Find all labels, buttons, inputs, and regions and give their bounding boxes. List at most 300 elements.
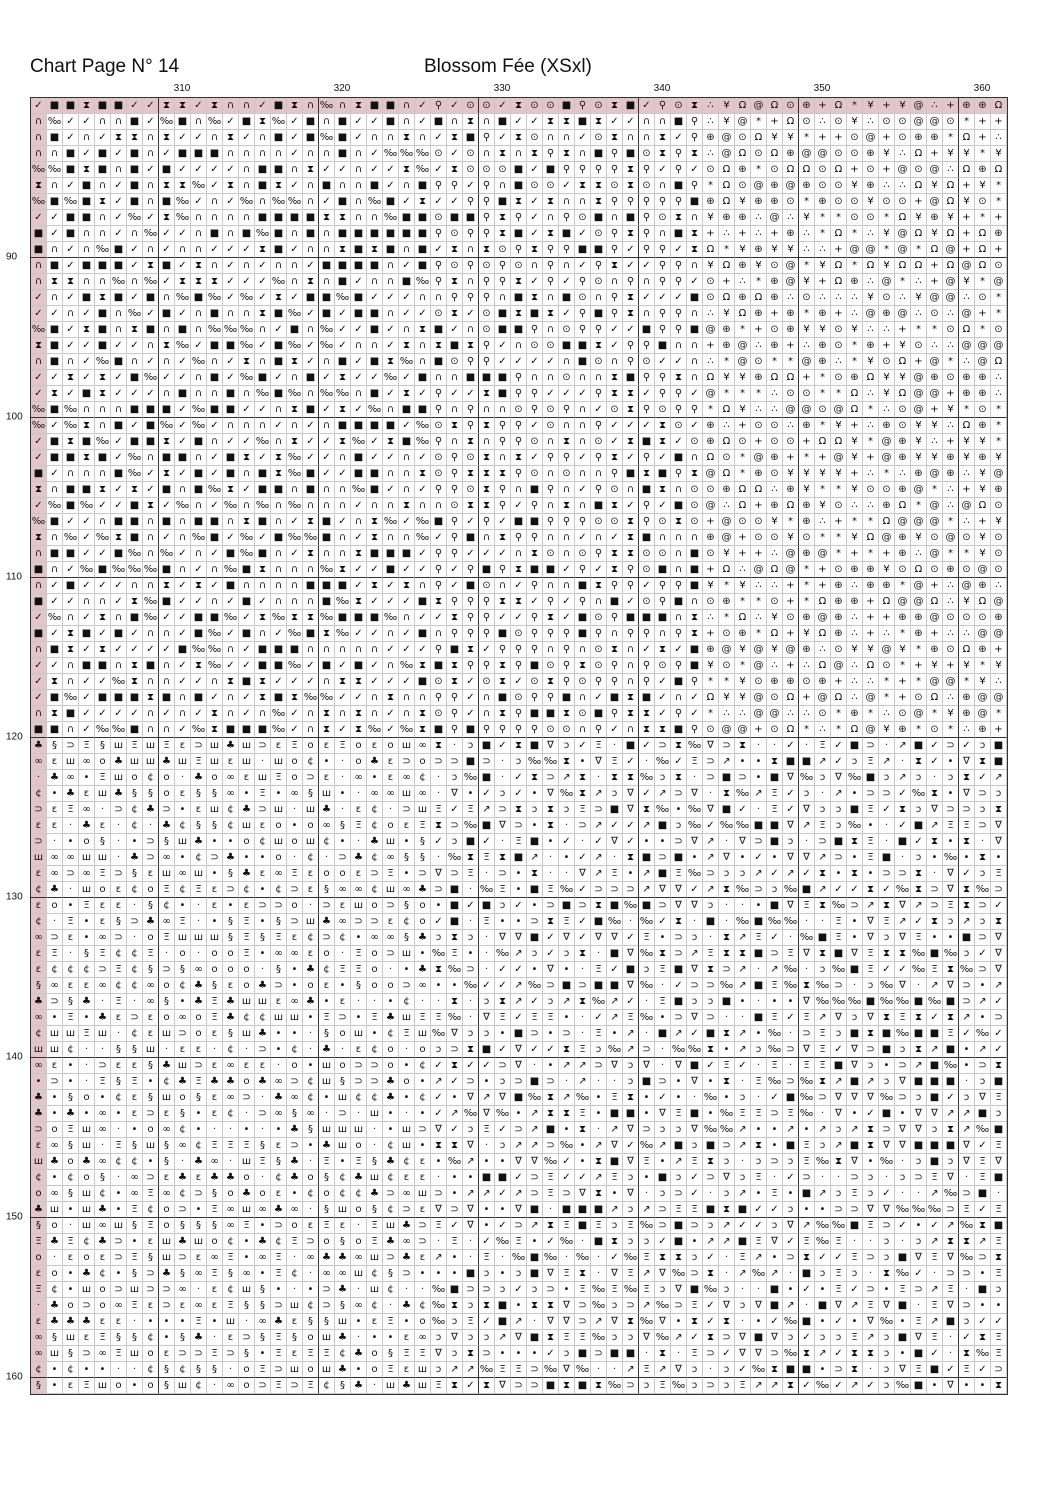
stitch-cell: ■ — [95, 450, 111, 466]
stitch-cell: ✓ — [559, 562, 575, 578]
stitch-cell: ∞ — [63, 850, 79, 866]
stitch-cell: ↗ — [655, 1362, 671, 1378]
stitch-cell: ✓ — [575, 930, 591, 946]
stitch-cell: ⊃ — [575, 1314, 591, 1330]
stitch-cell: ɔ — [623, 1074, 639, 1090]
stitch-cell: ∩ — [79, 274, 95, 290]
stitch-cell: ■ — [127, 722, 143, 738]
stitch-cell: ∇ — [895, 1362, 911, 1378]
stitch-cell: ¢ — [223, 802, 239, 818]
stitch-cell: ✓ — [303, 338, 319, 354]
stitch-cell: ✓ — [543, 1234, 559, 1250]
stitch-cell: ∞ — [223, 1202, 239, 1218]
stitch-cell: ⊃ — [863, 786, 879, 802]
stitch-cell: ⧗ — [383, 434, 399, 450]
stitch-cell: ∇ — [671, 1362, 687, 1378]
stitch-cell: ✓ — [911, 834, 927, 850]
stitch-cell: * — [911, 642, 927, 658]
stitch-cell: ∞ — [255, 1314, 271, 1330]
stitch-cell: ⊙ — [959, 562, 975, 578]
stitch-cell: ∇ — [511, 1058, 527, 1074]
stitch-cell: ■ — [351, 610, 367, 626]
stitch-cell: ✓ — [447, 802, 463, 818]
stitch-cell: ✓ — [383, 290, 399, 306]
stitch-cell: ⧗ — [175, 274, 191, 290]
stitch-cell: ¢ — [223, 1106, 239, 1122]
stitch-cell: ■ — [111, 546, 127, 562]
stitch-cell: ∇ — [687, 834, 703, 850]
stitch-cell: ⧗ — [991, 1250, 1007, 1266]
stitch-cell: ↗ — [511, 1314, 527, 1330]
stitch-cell: * — [991, 402, 1007, 418]
stitch-cell: • — [959, 1378, 975, 1394]
stitch-cell: ⧗ — [543, 194, 559, 210]
stitch-cell: ‰ — [415, 162, 431, 178]
stitch-cell: ■ — [367, 226, 383, 242]
stitch-cell: ш — [175, 754, 191, 770]
stitch-cell: ✓ — [335, 322, 351, 338]
stitch-cell: ¥ — [975, 434, 991, 450]
stitch-cell: * — [879, 674, 895, 690]
stitch-cell: Ω — [975, 258, 991, 274]
stitch-cell: ε — [31, 946, 47, 962]
stitch-cell: ε — [399, 1330, 415, 1346]
stitch-cell: ⊕ — [847, 274, 863, 290]
stitch-cell: ■ — [191, 466, 207, 482]
stitch-cell: · — [335, 946, 351, 962]
stitch-cell: Ξ — [991, 1266, 1007, 1282]
stitch-cell: + — [959, 482, 975, 498]
stitch-cell: ⊃ — [479, 754, 495, 770]
stitch-cell: * — [735, 658, 751, 674]
stitch-cell: ‰ — [351, 434, 367, 450]
stitch-cell: ∇ — [879, 1298, 895, 1314]
stitch-cell: ш — [239, 1154, 255, 1170]
stitch-cell: ∴ — [911, 546, 927, 562]
stitch-cell: o — [287, 770, 303, 786]
stitch-cell: Ξ — [319, 1218, 335, 1234]
stitch-cell: ¢ — [351, 1090, 367, 1106]
stitch-cell: ♣ — [191, 978, 207, 994]
stitch-cell: ¢ — [415, 1090, 431, 1106]
stitch-cell: ■ — [175, 114, 191, 130]
stitch-cell: ∩ — [639, 130, 655, 146]
stitch-cell: ⧗ — [63, 274, 79, 290]
stitch-cell: ∩ — [543, 370, 559, 386]
stitch-cell: ⚲ — [559, 658, 575, 674]
stitch-cell: ∴ — [895, 290, 911, 306]
stitch-cell: ш — [143, 1138, 159, 1154]
stitch-cell: • — [335, 978, 351, 994]
stitch-cell: ⊙ — [543, 338, 559, 354]
stitch-cell: ⊙ — [767, 258, 783, 274]
stitch-cell: ∩ — [383, 498, 399, 514]
stitch-cell: ↗ — [751, 866, 767, 882]
column-number: 330 — [493, 83, 511, 94]
stitch-cell: Ξ — [623, 1218, 639, 1234]
stitch-cell: § — [319, 1314, 335, 1330]
stitch-cell: ∇ — [639, 1058, 655, 1074]
stitch-cell: ■ — [799, 754, 815, 770]
stitch-cell: ⊃ — [159, 1298, 175, 1314]
stitch-cell: ∩ — [207, 594, 223, 610]
stitch-cell: Ω — [783, 114, 799, 130]
stitch-cell: • — [447, 1090, 463, 1106]
stitch-cell: ✓ — [431, 1106, 447, 1122]
stitch-cell: ■ — [991, 738, 1007, 754]
stitch-cell: ∩ — [351, 642, 367, 658]
stitch-cell: Ω — [719, 562, 735, 578]
stitch-cell: ∇ — [543, 1314, 559, 1330]
stitch-cell: ⚲ — [559, 402, 575, 418]
stitch-cell: ■ — [31, 242, 47, 258]
stitch-cell: ⚲ — [655, 194, 671, 210]
stitch-cell: ⚲ — [559, 242, 575, 258]
stitch-cell: ⚲ — [447, 546, 463, 562]
stitch-cell: ⊙ — [863, 482, 879, 498]
stitch-cell: ∩ — [383, 626, 399, 642]
stitch-cell: ∞ — [191, 1266, 207, 1282]
stitch-cell: ⚲ — [543, 146, 559, 162]
stitch-cell: ¥ — [911, 290, 927, 306]
stitch-cell: ш — [79, 882, 95, 898]
stitch-cell: ✓ — [159, 498, 175, 514]
stitch-cell: • — [383, 994, 399, 1010]
stitch-cell: Ξ — [431, 1010, 447, 1026]
stitch-cell: • — [495, 914, 511, 930]
stitch-cell: ✓ — [47, 210, 63, 226]
stitch-cell: · — [943, 1346, 959, 1362]
stitch-cell: * — [719, 610, 735, 626]
stitch-cell: ✓ — [623, 498, 639, 514]
stitch-cell: • — [399, 1058, 415, 1074]
stitch-cell: ✓ — [479, 642, 495, 658]
stitch-cell: ⊃ — [335, 1106, 351, 1122]
stitch-cell: ⧗ — [447, 1138, 463, 1154]
stitch-cell: ∩ — [287, 162, 303, 178]
stitch-cell: ✓ — [31, 386, 47, 402]
stitch-cell: * — [943, 354, 959, 370]
stitch-cell: ∞ — [47, 850, 63, 866]
stitch-cell: ⧗ — [463, 642, 479, 658]
stitch-cell: ⊃ — [175, 1202, 191, 1218]
stitch-cell: ■ — [111, 98, 127, 114]
stitch-cell: ✓ — [591, 690, 607, 706]
stitch-cell: ∇ — [863, 1010, 879, 1026]
stitch-cell: • — [79, 770, 95, 786]
stitch-cell: ‰ — [719, 1122, 735, 1138]
stitch-cell: · — [127, 994, 143, 1010]
stitch-cell: ■ — [671, 674, 687, 690]
stitch-cell: ш — [415, 802, 431, 818]
stitch-cell: ⧗ — [495, 466, 511, 482]
stitch-cell: ∇ — [895, 1138, 911, 1154]
stitch-cell: ∩ — [351, 514, 367, 530]
stitch-cell: ∞ — [31, 1058, 47, 1074]
stitch-cell: ⧗ — [159, 434, 175, 450]
stitch-cell: ∴ — [943, 306, 959, 322]
stitch-cell: ⚲ — [591, 626, 607, 642]
stitch-cell: o — [367, 946, 383, 962]
stitch-cell: ✓ — [591, 1010, 607, 1026]
stitch-cell: ✓ — [447, 562, 463, 578]
stitch-cell: • — [271, 786, 287, 802]
stitch-cell: ■ — [879, 1106, 895, 1122]
stitch-cell: ∩ — [367, 706, 383, 722]
stitch-cell: ♣ — [79, 1266, 95, 1282]
stitch-cell: ε — [303, 866, 319, 882]
stitch-cell: ‰ — [639, 770, 655, 786]
stitch-cell: ✓ — [335, 162, 351, 178]
stitch-cell: ‰ — [191, 402, 207, 418]
stitch-cell: ⚲ — [431, 386, 447, 402]
stitch-cell: ∴ — [991, 386, 1007, 402]
stitch-cell: ⧗ — [431, 738, 447, 754]
stitch-cell: ■ — [527, 1250, 543, 1266]
stitch-cell: ⊃ — [479, 1346, 495, 1362]
stitch-cell: ⊙ — [655, 546, 671, 562]
stitch-cell: • — [799, 1202, 815, 1218]
stitch-cell: ■ — [223, 338, 239, 354]
stitch-cell: ■ — [47, 258, 63, 274]
stitch-cell: ε — [207, 898, 223, 914]
stitch-cell: • — [719, 1090, 735, 1106]
stitch-cell: ✓ — [511, 1170, 527, 1186]
stitch-cell: ■ — [303, 370, 319, 386]
stitch-cell: o — [47, 1218, 63, 1234]
stitch-cell: ■ — [655, 866, 671, 882]
stitch-cell: ɔ — [559, 1346, 575, 1362]
stitch-cell: ɔ — [943, 914, 959, 930]
stitch-cell: ■ — [367, 546, 383, 562]
stitch-cell: ↗ — [719, 1234, 735, 1250]
stitch-cell: ‰ — [111, 722, 127, 738]
stitch-cell: · — [559, 1074, 575, 1090]
stitch-cell: ↗ — [511, 946, 527, 962]
stitch-cell: ■ — [895, 1330, 911, 1346]
stitch-cell: ⚲ — [479, 514, 495, 530]
stitch-cell: ε — [95, 898, 111, 914]
stitch-cell: ⊃ — [463, 962, 479, 978]
stitch-cell: ⧗ — [527, 242, 543, 258]
stitch-cell: o — [303, 978, 319, 994]
stitch-cell: ⊃ — [287, 1378, 303, 1394]
stitch-cell: ∩ — [239, 578, 255, 594]
stitch-cell: ■ — [575, 578, 591, 594]
stitch-cell: ∇ — [943, 978, 959, 994]
stitch-cell: ⊃ — [191, 738, 207, 754]
stitch-cell: · — [543, 850, 559, 866]
stitch-cell: ✓ — [63, 594, 79, 610]
stitch-cell: ⊙ — [735, 178, 751, 194]
stitch-cell: ⧗ — [463, 338, 479, 354]
stitch-cell: ∞ — [351, 770, 367, 786]
stitch-cell: ш — [351, 1266, 367, 1282]
stitch-cell: ⊙ — [479, 258, 495, 274]
stitch-cell: ♣ — [351, 850, 367, 866]
stitch-cell: ↗ — [799, 1218, 815, 1234]
stitch-cell: Ξ — [79, 898, 95, 914]
stitch-cell: ¢ — [127, 1154, 143, 1170]
stitch-cell: § — [223, 1266, 239, 1282]
stitch-cell: + — [751, 434, 767, 450]
stitch-cell: ∩ — [127, 226, 143, 242]
stitch-cell: ɔ — [783, 1330, 799, 1346]
stitch-cell: · — [735, 1010, 751, 1026]
stitch-cell: ■ — [671, 114, 687, 130]
stitch-cell: Ξ — [415, 818, 431, 834]
stitch-cell: ⧗ — [943, 1234, 959, 1250]
stitch-cell: ■ — [639, 850, 655, 866]
stitch-cell: ⊃ — [447, 754, 463, 770]
stitch-cell: ✓ — [447, 194, 463, 210]
stitch-cell: Ω — [751, 482, 767, 498]
stitch-cell: + — [799, 690, 815, 706]
stitch-cell: § — [191, 1090, 207, 1106]
stitch-cell: ∴ — [815, 114, 831, 130]
stitch-cell: • — [111, 1266, 127, 1282]
page-label: Chart Page N° 14 — [30, 56, 180, 77]
stitch-cell: ■ — [559, 338, 575, 354]
stitch-cell: o — [287, 898, 303, 914]
stitch-cell: + — [783, 626, 799, 642]
stitch-cell: ■ — [511, 162, 527, 178]
stitch-cell: ■ — [335, 146, 351, 162]
stitch-cell: ■ — [495, 386, 511, 402]
stitch-cell: ⧗ — [271, 450, 287, 466]
stitch-cell: ⊃ — [351, 1058, 367, 1074]
stitch-cell: ⚲ — [447, 290, 463, 306]
stitch-cell: ∩ — [399, 114, 415, 130]
stitch-cell: Ω — [719, 434, 735, 450]
stitch-cell: ‰ — [559, 1234, 575, 1250]
stitch-cell: ⚲ — [655, 258, 671, 274]
stitch-cell: ✓ — [95, 498, 111, 514]
stitch-cell: ■ — [415, 626, 431, 642]
stitch-cell: ♣ — [175, 1074, 191, 1090]
stitch-cell: ∩ — [287, 578, 303, 594]
stitch-cell: ⊙ — [831, 194, 847, 210]
stitch-cell: ■ — [351, 258, 367, 274]
stitch-cell: ‰ — [815, 1218, 831, 1234]
stitch-cell: • — [815, 1282, 831, 1298]
stitch-cell: • — [47, 1378, 63, 1394]
stitch-cell: ⚲ — [607, 226, 623, 242]
stitch-cell: ✓ — [399, 514, 415, 530]
stitch-cell: ⧗ — [543, 818, 559, 834]
stitch-cell: ⊕ — [767, 498, 783, 514]
stitch-cell: · — [303, 1042, 319, 1058]
stitch-cell: ■ — [143, 418, 159, 434]
stitch-cell: ✓ — [527, 114, 543, 130]
stitch-cell: @ — [703, 498, 719, 514]
stitch-cell: • — [111, 1202, 127, 1218]
stitch-cell: + — [815, 98, 831, 114]
stitch-cell: ■ — [239, 626, 255, 642]
stitch-cell: ↗ — [879, 754, 895, 770]
stitch-cell: ✓ — [79, 514, 95, 530]
stitch-cell: ⊙ — [751, 674, 767, 690]
stitch-cell: ‰ — [479, 1362, 495, 1378]
stitch-cell: ✓ — [255, 402, 271, 418]
stitch-cell: · — [751, 1090, 767, 1106]
stitch-cell: ⚲ — [447, 706, 463, 722]
stitch-cell: ⊃ — [319, 930, 335, 946]
stitch-cell: • — [639, 1106, 655, 1122]
stitch-cell: ■ — [47, 546, 63, 562]
stitch-cell: ∩ — [367, 642, 383, 658]
stitch-cell: ɔ — [495, 786, 511, 802]
stitch-cell: ⧗ — [127, 674, 143, 690]
stitch-cell: ⊃ — [655, 1202, 671, 1218]
stitch-cell: ⊃ — [879, 1122, 895, 1138]
stitch-cell: ⧗ — [959, 882, 975, 898]
stitch-cell: ■ — [511, 850, 527, 866]
stitch-cell: ✓ — [975, 1138, 991, 1154]
stitch-cell: Ξ — [191, 882, 207, 898]
stitch-cell: ⊃ — [895, 866, 911, 882]
stitch-cell: @ — [959, 306, 975, 322]
stitch-cell: ✓ — [223, 434, 239, 450]
stitch-cell: ¢ — [271, 1170, 287, 1186]
stitch-cell: ¥ — [991, 450, 1007, 466]
stitch-cell: ∩ — [159, 322, 175, 338]
stitch-cell: ■ — [511, 1090, 527, 1106]
stitch-cell: ‰ — [687, 738, 703, 754]
stitch-cell: ⚲ — [511, 386, 527, 402]
stitch-cell: ⊙ — [831, 178, 847, 194]
stitch-cell: ⊕ — [991, 482, 1007, 498]
column-number: 350 — [813, 83, 831, 94]
stitch-cell: · — [575, 962, 591, 978]
stitch-cell: ‰ — [623, 1250, 639, 1266]
stitch-cell: ⊕ — [799, 98, 815, 114]
stitch-cell: ɔ — [607, 1218, 623, 1234]
stitch-cell: ¢ — [127, 978, 143, 994]
stitch-cell: @ — [719, 514, 735, 530]
stitch-cell: • — [447, 1250, 463, 1266]
stitch-cell: ■ — [127, 514, 143, 530]
stitch-cell: ✓ — [495, 98, 511, 114]
stitch-cell: ✓ — [47, 594, 63, 610]
stitch-cell: ¥ — [959, 450, 975, 466]
stitch-cell: ‰ — [111, 274, 127, 290]
stitch-cell: ✓ — [559, 178, 575, 194]
stitch-cell: Ξ — [479, 1122, 495, 1138]
stitch-cell: • — [399, 866, 415, 882]
stitch-cell: ∇ — [431, 866, 447, 882]
stitch-cell: * — [799, 130, 815, 146]
stitch-cell: * — [847, 258, 863, 274]
stitch-cell: ↗ — [927, 1314, 943, 1330]
stitch-cell: ¢ — [143, 770, 159, 786]
stitch-cell: ¥ — [767, 610, 783, 626]
stitch-cell: Ξ — [975, 1154, 991, 1170]
stitch-cell: ■ — [351, 658, 367, 674]
stitch-cell: · — [799, 834, 815, 850]
stitch-cell: ⚲ — [495, 562, 511, 578]
stitch-cell: ⚲ — [543, 274, 559, 290]
stitch-cell: ⧗ — [175, 178, 191, 194]
stitch-cell: ⚲ — [511, 434, 527, 450]
stitch-cell: ⚲ — [511, 658, 527, 674]
stitch-cell: ✓ — [639, 786, 655, 802]
stitch-cell: ⊙ — [511, 690, 527, 706]
stitch-cell: ✓ — [687, 1330, 703, 1346]
stitch-cell: Ξ — [111, 1138, 127, 1154]
stitch-cell: ⊃ — [543, 1074, 559, 1090]
stitch-cell: ⧗ — [47, 674, 63, 690]
